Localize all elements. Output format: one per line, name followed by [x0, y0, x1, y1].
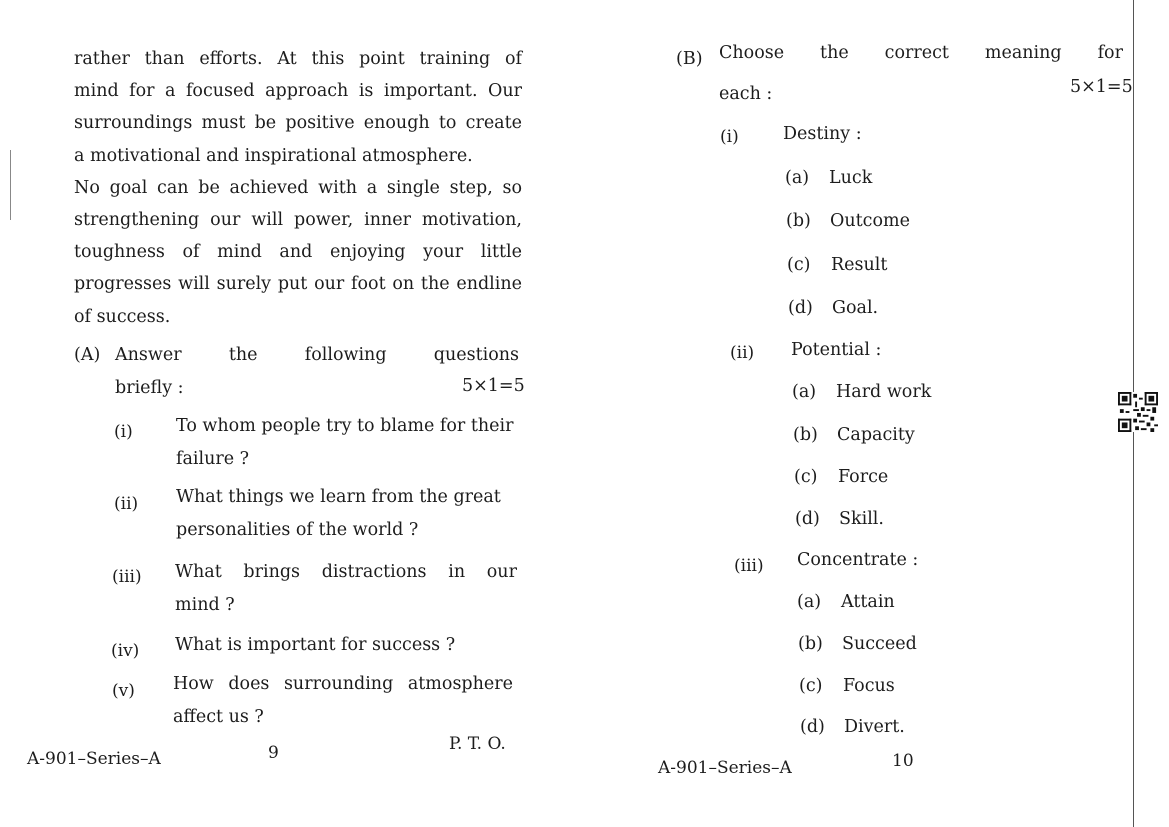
question-line: To whom people try to blame for their [176, 416, 514, 436]
question-text [176, 410, 513, 476]
option-label: (d) [795, 509, 820, 529]
passage-line: of success. [74, 306, 171, 327]
option [800, 717, 905, 737]
question-number: (iv) [111, 641, 140, 661]
question-number: (i) [114, 422, 133, 442]
option-label: (d) [788, 298, 813, 318]
option-label: (a) [792, 382, 817, 402]
item-word: Destiny : [783, 124, 862, 144]
question-line: affect us ? [173, 707, 264, 727]
instruction-word: meaning [984, 43, 1062, 63]
question-word: surrounding [283, 674, 394, 694]
question-number: (iii) [112, 567, 142, 587]
page-number: 9 [268, 743, 279, 763]
item-number: (ii) [730, 343, 755, 363]
option-label: (b) [793, 425, 818, 445]
section-a-instruction-cont: briefly : [115, 378, 184, 398]
question-number: (ii) [114, 494, 139, 514]
option-text: Focus [843, 676, 895, 696]
page-number: 10 [892, 751, 914, 771]
instruction-word: correct [884, 43, 949, 63]
option-text: Succeed [842, 634, 917, 654]
section-a-marks: 5×1=5 [462, 376, 525, 396]
series-code: A-901–Series–A [27, 749, 161, 769]
option-label: (c) [799, 676, 823, 696]
question-text [175, 556, 517, 622]
option-label: (a) [797, 592, 822, 612]
pto-label: P. T. O. [449, 734, 506, 754]
option [797, 592, 895, 612]
passage-line: rather than efforts. At this point training of [74, 49, 522, 69]
question-text [173, 668, 513, 734]
passage-line: progresses will surely put our foot on the endline [74, 274, 522, 295]
option-text: Divert. [844, 717, 905, 737]
question-line: personalities of the world ? [176, 520, 419, 540]
option [793, 425, 915, 445]
passage-line: toughness of mind and enjoying your little [74, 242, 522, 263]
option-text: Capacity [837, 425, 915, 445]
question-word: in [448, 562, 466, 582]
option-label: (a) [785, 168, 810, 188]
question-word: What [175, 562, 222, 582]
option [792, 382, 931, 402]
section-b-instruction [719, 43, 1123, 63]
instruction-word: the [820, 43, 849, 63]
option [799, 676, 895, 696]
option-label: (b) [798, 634, 823, 654]
option-label: (c) [787, 255, 811, 275]
item-word: Potential : [791, 340, 882, 360]
option-text: Result [831, 255, 888, 275]
option-text: Luck [829, 168, 873, 188]
section-b-label: (B) [676, 49, 703, 69]
option-text: Hard work [836, 382, 932, 402]
question-line: mind ? [175, 595, 235, 615]
question-word: brings [243, 562, 301, 582]
instruction-word: following [304, 345, 387, 365]
question-line [175, 556, 517, 589]
question-line: failure ? [176, 449, 250, 469]
passage-line: mind for a focused approach is important. Our [74, 81, 522, 102]
passage-line: a motivational and inspirational atmosphere. [74, 145, 473, 166]
question-text [176, 481, 501, 547]
instruction-word: for [1097, 43, 1123, 63]
instruction-word: Choose [719, 43, 785, 63]
qr-code-icon [1118, 392, 1158, 432]
option [786, 211, 910, 231]
question-word: our [486, 562, 517, 582]
instruction-word: the [228, 345, 258, 365]
option [787, 255, 887, 275]
left-page [0, 0, 584, 827]
option [788, 298, 878, 318]
page-edge-mark [10, 150, 11, 220]
option-text: Attain [841, 592, 895, 612]
instruction-word: questions [433, 345, 519, 365]
option [795, 509, 884, 529]
option-label: (d) [800, 717, 825, 737]
option-text: Goal. [832, 298, 879, 318]
question-number: (v) [112, 681, 135, 701]
question-line [173, 668, 513, 701]
section-a-label: (A) [74, 345, 101, 365]
option [785, 168, 872, 188]
instruction-word: Answer [115, 345, 182, 365]
section-a-instruction [115, 345, 519, 365]
option [794, 467, 888, 487]
question-line: What things we learn from the great [176, 487, 501, 507]
section-b-instruction-cont: each : [719, 84, 773, 104]
question-word: does [228, 674, 270, 694]
item-number: (iii) [734, 556, 764, 576]
option-label: (c) [794, 467, 818, 487]
item-word: Concentrate : [797, 550, 919, 570]
option [798, 634, 917, 654]
option-text: Skill. [839, 509, 884, 529]
section-b-marks: 5×1=5 [1070, 77, 1133, 97]
question-word: atmosphere [407, 674, 513, 694]
question-word: distractions [321, 562, 427, 582]
question-text [175, 629, 455, 662]
series-code: A-901–Series–A [658, 758, 792, 778]
option-text: Force [838, 467, 889, 487]
option-label: (b) [786, 211, 811, 231]
item-number: (i) [720, 127, 739, 147]
passage-line: surroundings must be positive enough to create [74, 113, 522, 134]
passage-paragraph [74, 43, 522, 333]
passage-line: No goal can be achieved with a single step, so [74, 177, 522, 198]
passage-line: strengthening our will power, inner motivation, [74, 210, 522, 231]
right-page [585, 0, 1169, 827]
option-text: Outcome [830, 211, 910, 231]
question-word: How [173, 674, 214, 694]
question-line: What is important for success ? [175, 635, 456, 655]
